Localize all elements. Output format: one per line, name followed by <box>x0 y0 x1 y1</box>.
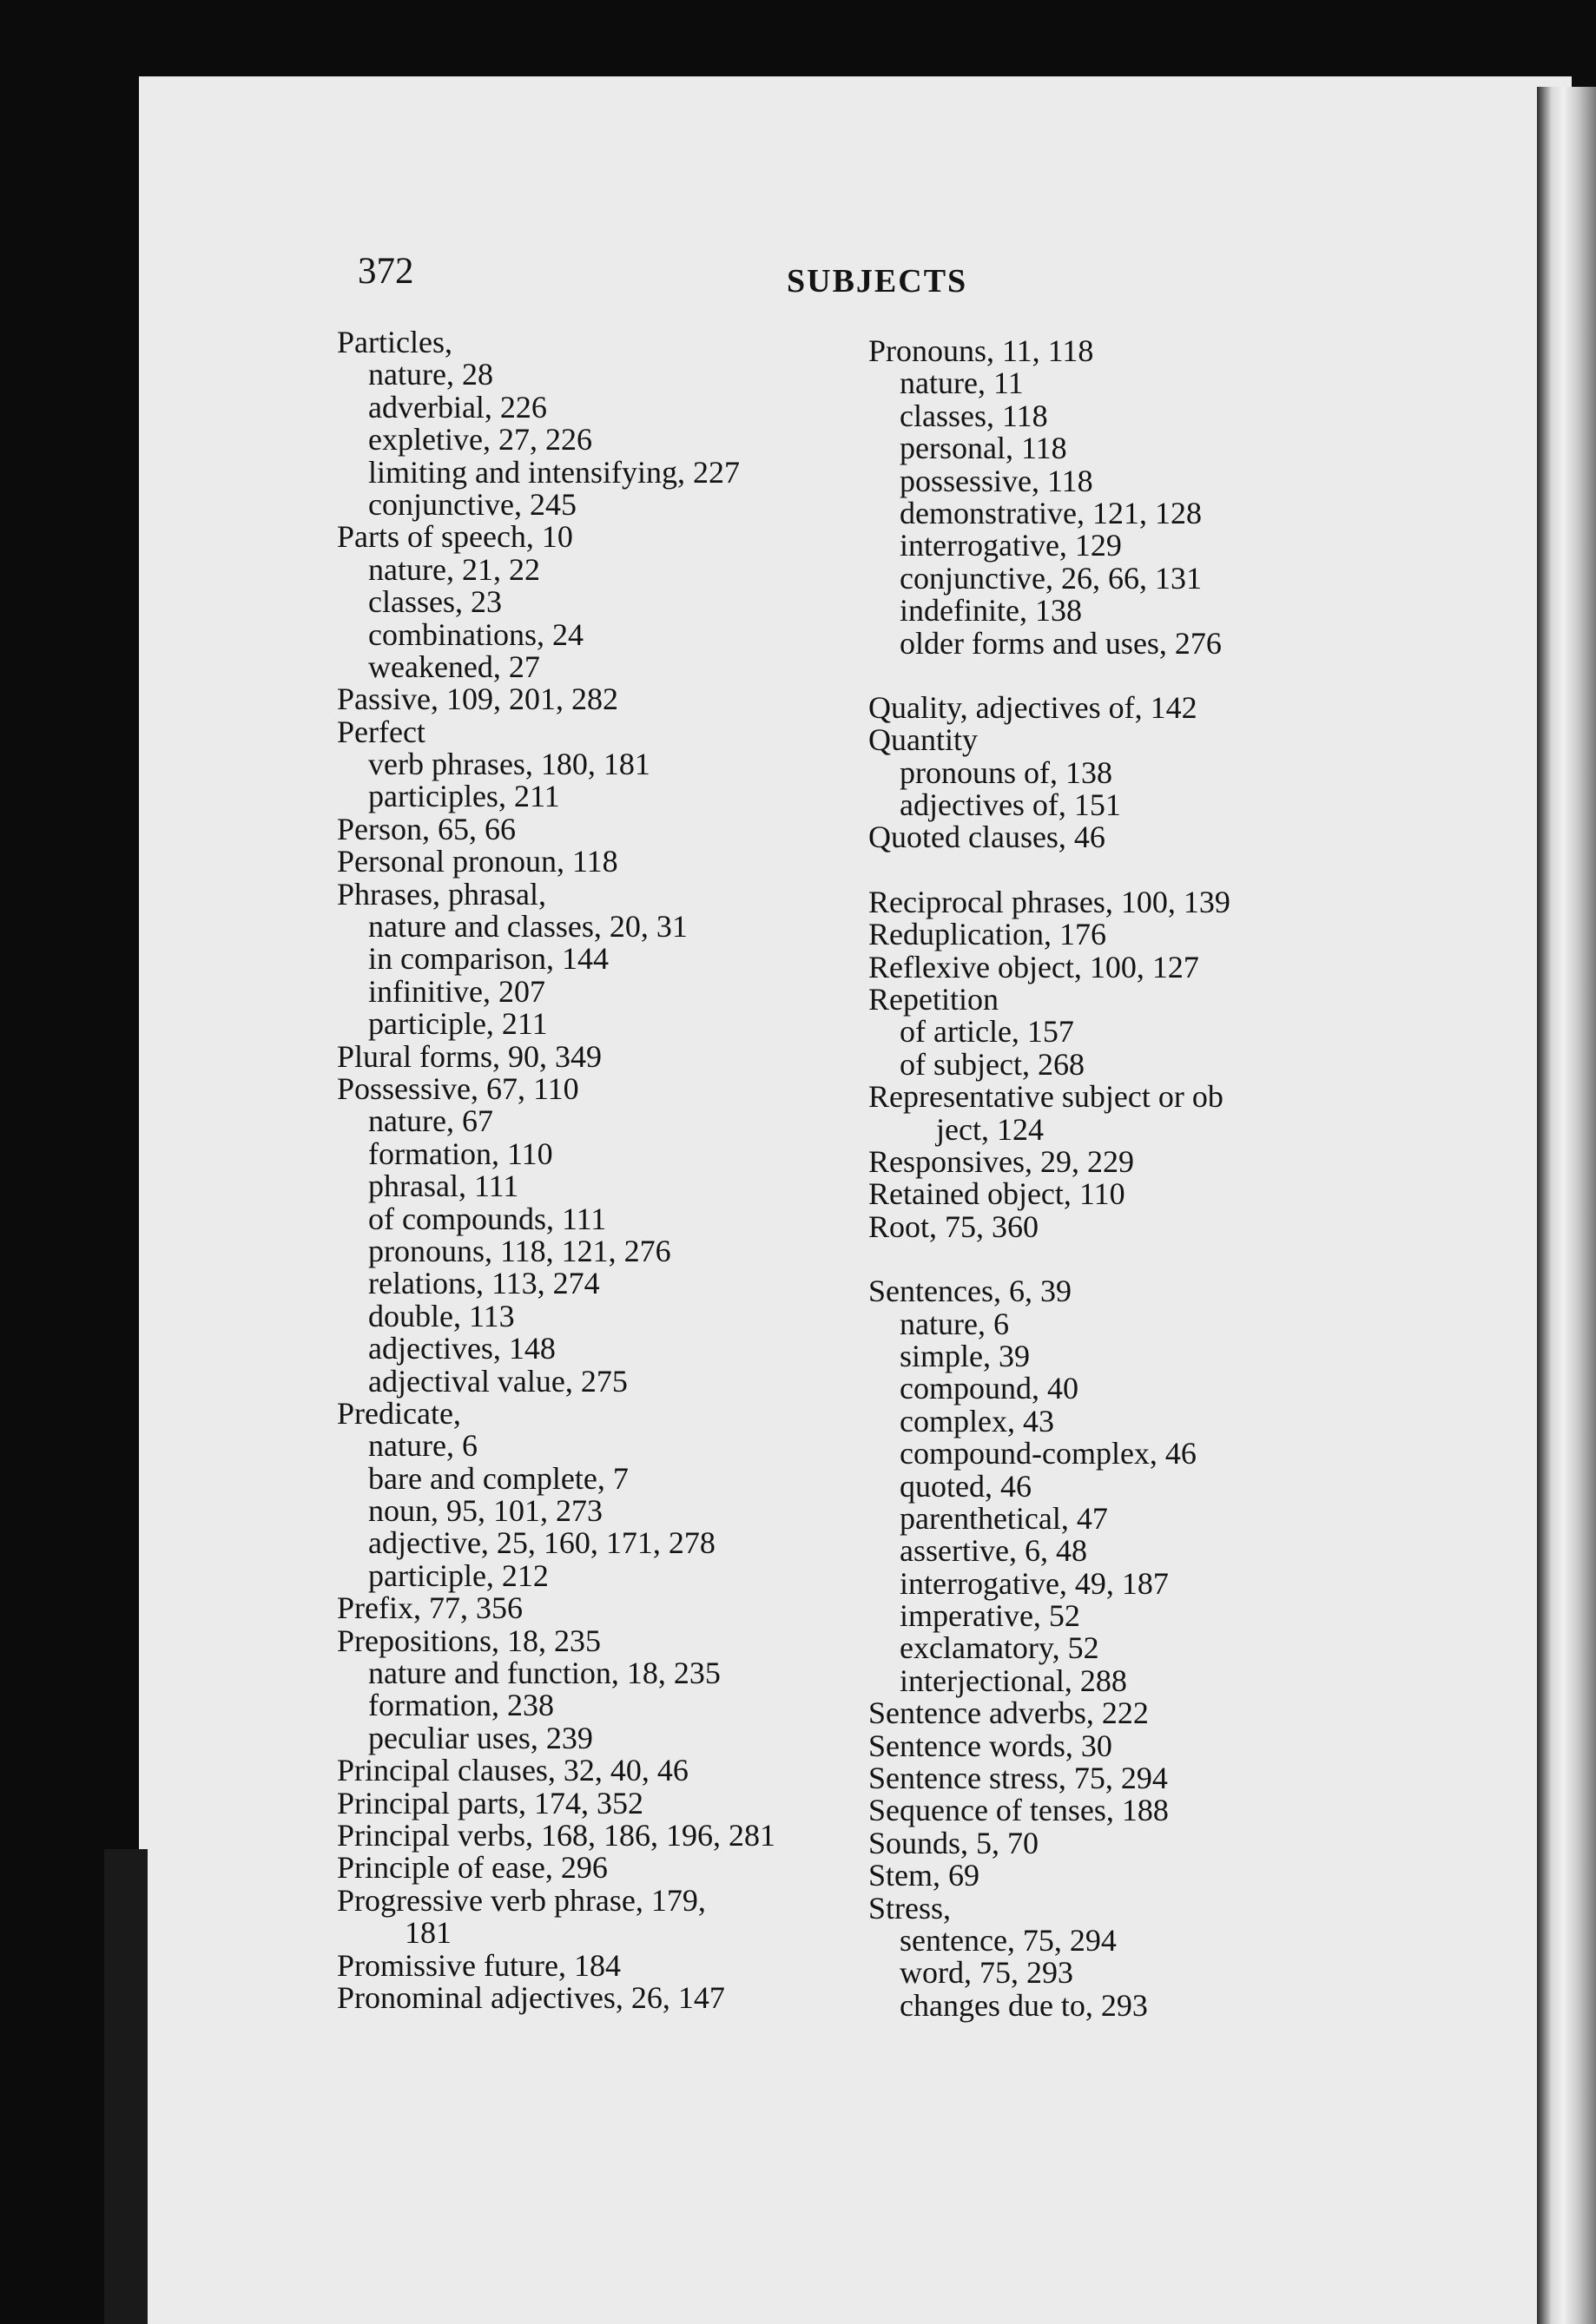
index-entry: Responsives, 29, 229 <box>868 1143 1134 1179</box>
index-subentry: weakened, 27 <box>368 648 540 684</box>
index-entry: Principal clauses, 32, 40, 46 <box>337 1753 689 1788</box>
index-entry: Principle of ease, 296 <box>337 1850 608 1886</box>
index-entry: Personal pronoun, 118 <box>337 844 618 879</box>
index-entry: Sentences, 6, 39 <box>868 1274 1072 1309</box>
index-entry: Parts of speech, 10 <box>337 519 573 555</box>
index-entry: Representative subject or ob <box>868 1079 1223 1115</box>
index-subentry: infinitive, 207 <box>368 973 545 1009</box>
index-subentry: relations, 113, 274 <box>368 1266 600 1301</box>
index-entry: Sentence words, 30 <box>868 1728 1112 1763</box>
index-subentry: formation, 110 <box>368 1136 553 1171</box>
index-subentry: nature, 6 <box>900 1306 1009 1341</box>
index-entry: Stem, 69 <box>868 1858 980 1893</box>
index-entry: Prepositions, 18, 235 <box>337 1623 602 1658</box>
index-subentry: pronouns, 118, 121, 276 <box>368 1233 671 1268</box>
index-subentry: adverbial, 226 <box>368 389 547 425</box>
index-subentry: exclamatory, 52 <box>900 1630 1099 1666</box>
index-entry: Phrases, phrasal, <box>337 876 546 912</box>
index-subentry: conjunctive, 245 <box>368 486 577 522</box>
index-subentry: interrogative, 129 <box>900 528 1122 563</box>
index-subentry: simple, 39 <box>900 1338 1030 1373</box>
index-entry: Sequence of tenses, 188 <box>868 1793 1169 1828</box>
index-column-left <box>337 326 875 2014</box>
index-subentry: formation, 238 <box>368 1688 554 1723</box>
index-subentry: of compounds, 111 <box>368 1201 607 1236</box>
index-entry: Retained object, 110 <box>868 1176 1125 1212</box>
index-subentry: adjective, 25, 160, 171, 278 <box>368 1525 716 1561</box>
index-subentry: quoted, 46 <box>900 1468 1032 1504</box>
index-subentry: word, 75, 293 <box>900 1955 1073 1991</box>
index-subentry: expletive, 27, 226 <box>368 422 592 458</box>
index-entry: Reduplication, 176 <box>868 917 1106 952</box>
index-subentry: adjectives of, 151 <box>900 787 1121 823</box>
index-subentry: ject, 124 <box>936 1111 1044 1147</box>
index-subentry: double, 113 <box>368 1298 515 1333</box>
index-entry: Repetition <box>868 982 999 1017</box>
index-subentry: possessive, 118 <box>900 463 1093 498</box>
index-entry: Reciprocal phrases, 100, 139 <box>868 884 1230 919</box>
index-subentry: classes, 118 <box>900 398 1048 433</box>
index-subentry: nature, 67 <box>368 1103 493 1139</box>
index-subentry: combinations, 24 <box>368 616 584 652</box>
book-edge <box>1537 87 1596 2324</box>
index-subentry: bare and complete, 7 <box>368 1460 629 1496</box>
index-subentry: peculiar uses, 239 <box>368 1720 593 1755</box>
index-subentry: conjunctive, 26, 66, 131 <box>900 560 1202 596</box>
index-entry: Pronominal adjectives, 26, 147 <box>337 1979 725 2015</box>
page-number: 372 <box>358 251 414 292</box>
index-entry: Root, 75, 360 <box>868 1208 1039 1244</box>
index-entry: Person, 65, 66 <box>337 811 516 846</box>
index-entry: Sentence stress, 75, 294 <box>868 1761 1168 1796</box>
index-subentry: nature and function, 18, 235 <box>368 1656 721 1691</box>
index-subentry: of subject, 268 <box>900 1046 1085 1082</box>
running-head: SUBJECTS <box>787 263 968 300</box>
index-subentry: adjectives, 148 <box>368 1331 556 1366</box>
index-subentry: nature and classes, 20, 31 <box>368 909 688 945</box>
index-entry: Quoted clauses, 46 <box>868 820 1105 855</box>
index-entry: Predicate, <box>337 1395 461 1431</box>
index-entry: Prefix, 77, 356 <box>337 1590 523 1626</box>
index-entry: Principal verbs, 168, 186, 196, 281 <box>337 1817 775 1853</box>
index-entry: Promissive future, 184 <box>337 1947 621 1983</box>
index-entry: Sounds, 5, 70 <box>868 1825 1039 1860</box>
index-subentry: in comparison, 144 <box>368 941 609 977</box>
index-entry: Passive, 109, 201, 282 <box>337 681 618 717</box>
index-entry: Possessive, 67, 110 <box>337 1070 579 1106</box>
index-subentry: personal, 118 <box>900 431 1067 466</box>
index-subentry: noun, 95, 101, 273 <box>368 1493 603 1529</box>
index-subentry: classes, 23 <box>368 584 502 620</box>
index-subentry: complex, 43 <box>900 1403 1054 1439</box>
index-entry: Quantity <box>868 722 978 758</box>
index-subentry: nature, 11 <box>900 365 1024 401</box>
index-entry: Principal parts, 174, 352 <box>337 1785 643 1820</box>
index-subentry: assertive, 6, 48 <box>900 1533 1087 1569</box>
index-subentry: older forms and uses, 276 <box>900 625 1222 661</box>
index-subentry: nature, 6 <box>368 1428 478 1464</box>
index-entry: Sentence adverbs, 222 <box>868 1695 1149 1731</box>
index-subentry: demonstrative, 121, 128 <box>900 495 1202 530</box>
index-entry: Reflexive object, 100, 127 <box>868 949 1199 984</box>
index-entry: Pronouns, 11, 118 <box>868 333 1094 368</box>
index-subentry: phrasal, 111 <box>368 1169 519 1204</box>
index-subentry: interrogative, 49, 187 <box>900 1565 1169 1601</box>
index-subentry: 181 <box>405 1915 452 1951</box>
index-entry: Perfect <box>337 714 425 749</box>
index-subentry: pronouns of, 138 <box>900 754 1112 790</box>
index-subentry: sentence, 75, 294 <box>900 1922 1117 1958</box>
index-entry: Plural forms, 90, 349 <box>337 1038 602 1074</box>
index-entry: Progressive verb phrase, 179, <box>337 1882 706 1918</box>
index-subentry: compound, 40 <box>900 1371 1078 1406</box>
index-entry: Quality, adjectives of, 142 <box>868 689 1197 725</box>
index-subentry: nature, 28 <box>368 357 493 392</box>
index-entry: Particles, <box>337 325 452 359</box>
index-subentry: imperative, 52 <box>900 1598 1080 1634</box>
page-gutter-shadow <box>104 1849 148 2324</box>
index-subentry: compound-complex, 46 <box>900 1436 1197 1471</box>
index-subentry: limiting and intensifying, 227 <box>368 454 740 490</box>
index-column-right <box>868 335 1389 2022</box>
index-subentry: participles, 211 <box>368 779 560 814</box>
index-subentry: nature, 21, 22 <box>368 551 540 587</box>
index-subentry: of article, 157 <box>900 1014 1074 1050</box>
index-subentry: participle, 211 <box>368 1006 548 1042</box>
index-subentry: participle, 212 <box>368 1557 549 1593</box>
index-subentry: interjectional, 288 <box>900 1662 1127 1698</box>
index-subentry: indefinite, 138 <box>900 593 1082 629</box>
index-subentry: verb phrases, 180, 181 <box>368 747 650 782</box>
index-subentry: parenthetical, 47 <box>900 1500 1108 1536</box>
index-entry: Stress, <box>868 1890 952 1926</box>
index-subentry: changes due to, 293 <box>900 1987 1148 2023</box>
index-subentry: adjectival value, 275 <box>368 1363 628 1399</box>
